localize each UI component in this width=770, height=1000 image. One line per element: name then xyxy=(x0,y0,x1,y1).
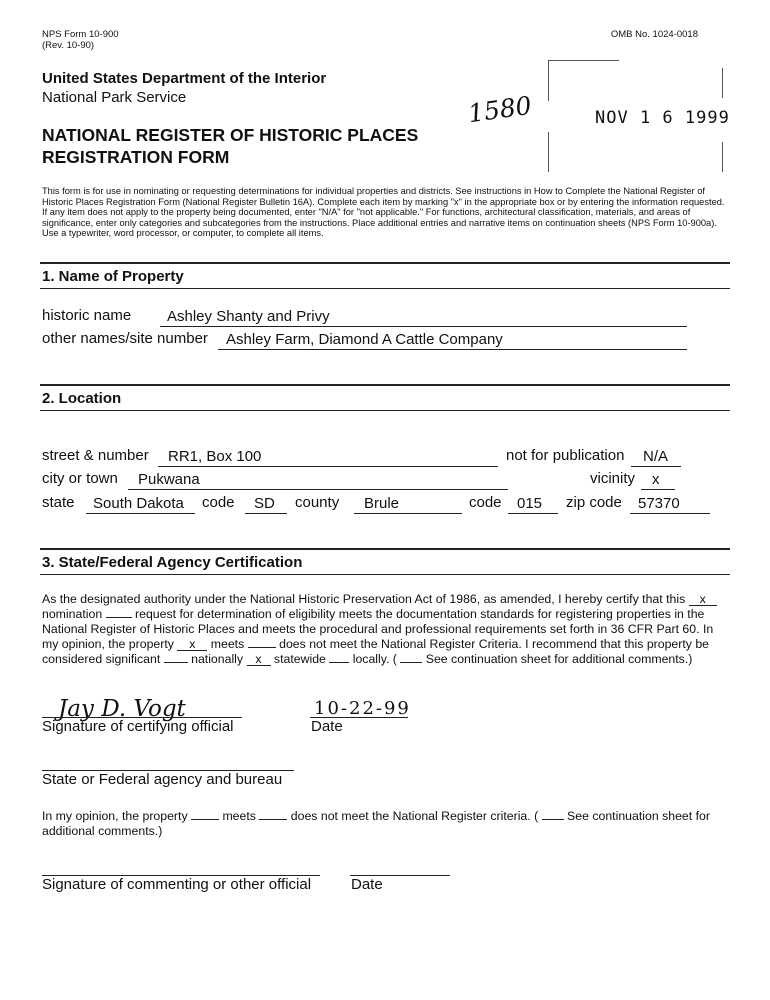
cert-does-not-meet: does not meet the National Register Criteria. I recommend that this property be considered significant xyxy=(42,636,710,666)
county-code-value: 015 xyxy=(517,495,543,512)
other-names-label: other names/site number xyxy=(42,330,208,347)
section-3-title: 3. State/Federal Agency Certification xyxy=(42,554,303,571)
date-label: Date xyxy=(311,718,343,735)
does-not-meet-mark[interactable] xyxy=(248,647,276,648)
not-for-publication-value: N/A xyxy=(643,448,669,465)
opinion-intro: In my opinion, the property xyxy=(42,809,188,823)
cert-meets: meets xyxy=(210,636,245,651)
opinion-continuation-mark[interactable] xyxy=(542,808,564,820)
cert-intro: As the designated authority under the National Historic Preservation Act of 1986, as amended, I hereby certify that this xyxy=(42,592,686,606)
opinion-meets: meets xyxy=(222,809,256,823)
section-3-header xyxy=(40,548,730,575)
nationally-mark[interactable] xyxy=(164,662,188,663)
historic-name-field[interactable] xyxy=(160,307,687,327)
form-title xyxy=(42,124,418,168)
form-number-block xyxy=(42,29,119,51)
commenting-signature-label: Signature of commenting or other official xyxy=(42,876,312,893)
agency-bureau-label: State or Federal agency and bureau xyxy=(42,771,283,788)
nomination-mark[interactable]: x xyxy=(689,593,717,606)
cert-nomination: nomination xyxy=(42,606,103,621)
omb-number: OMB No. 1024-0018 xyxy=(610,29,698,40)
county-label: county xyxy=(295,494,340,511)
stamp-date: NOV 1 6 1999 xyxy=(595,108,730,128)
vicinity-label: vicinity xyxy=(590,470,636,487)
zip-label: zip code xyxy=(566,494,622,511)
zip-field[interactable] xyxy=(630,494,710,514)
form-title-line1: NATIONAL REGISTER OF HISTORIC PLACES xyxy=(42,125,419,145)
continuation-mark[interactable] xyxy=(400,662,422,663)
locally-mark[interactable] xyxy=(329,662,349,663)
vicinity-value: x xyxy=(652,471,660,488)
county-code-label: code xyxy=(469,494,502,511)
historic-name-value: Ashley Shanty and Privy xyxy=(167,308,330,325)
section-2-title: 2. Location xyxy=(42,390,122,407)
department-name: United States Department of the Interior xyxy=(42,70,327,87)
cert-nationally: nationally xyxy=(191,651,244,666)
signature-label: Signature of certifying official xyxy=(42,718,234,735)
opinion-text xyxy=(42,808,742,839)
street-label: street & number xyxy=(42,447,149,464)
form-number: NPS Form 10-900 xyxy=(42,29,119,40)
not-for-publication-field[interactable] xyxy=(631,447,681,467)
zip-value: 57370 xyxy=(638,495,680,512)
opinion-does-not-meet: does not meet the National Register criteria. ( xyxy=(290,809,539,823)
certifying-date: 10-22-99 xyxy=(314,698,411,719)
form-revision: (Rev. 10-90) xyxy=(42,40,95,51)
certifying-signature: Jay D. Vogt xyxy=(58,696,186,722)
street-value: RR1, Box 100 xyxy=(168,448,262,465)
other-names-field[interactable] xyxy=(218,330,687,350)
cert-continuation: See continuation sheet for additional comments.) xyxy=(425,651,693,666)
city-value: Pukwana xyxy=(138,471,200,488)
cert-locally: locally. ( xyxy=(352,651,397,666)
historic-name-label: historic name xyxy=(42,307,132,324)
commenting-date-label: Date xyxy=(351,876,383,893)
state-code-label: code xyxy=(202,494,235,511)
form-title-line2: REGISTRATION FORM xyxy=(42,147,230,167)
state-field[interactable] xyxy=(86,494,195,514)
state-label: state xyxy=(42,494,75,511)
handwritten-reference-number: 1580 xyxy=(466,90,534,129)
vicinity-field[interactable] xyxy=(641,470,675,490)
section-2-header xyxy=(40,384,730,411)
street-field[interactable] xyxy=(158,447,498,467)
meets-mark[interactable]: x xyxy=(177,638,207,651)
county-value: Brule xyxy=(364,495,400,512)
section-1-title: 1. Name of Property xyxy=(42,268,184,285)
form-instructions: This form is for use in nominating or requesting determinations for individual properties and districts. See instructions in How to Complete the National Register of Historic Places Registration Form (National Register Bulletin 16A). Complete each item by marking "x" in the appropriate box or by entering the information requested. If any item does not apply to the property being documented, enter "N/A" for "not applicable." For functions, architectural classification, materials, and areas of significance, enter only categories and subcategories from the instructions. Place additional entries and narrative items on continuation sheets (NPS Form 10-900a). Use a typewriter, word processor, or computer, to complete all items. xyxy=(42,186,725,239)
not-for-publication-label: not for publication xyxy=(506,447,625,464)
state-code-value: SD xyxy=(254,495,275,512)
opinion-continuation: See continuation sheet for additional comments.) xyxy=(42,809,710,838)
statewide-mark[interactable]: x xyxy=(247,653,271,666)
county-code-field[interactable] xyxy=(508,494,558,514)
cert-statewide: statewide xyxy=(273,651,326,666)
agency-name: National Park Service xyxy=(42,89,187,106)
opinion-meets-mark[interactable] xyxy=(191,808,219,820)
city-field[interactable] xyxy=(128,470,508,490)
county-field[interactable] xyxy=(354,494,462,514)
section-1-header xyxy=(40,262,730,289)
state-value: South Dakota xyxy=(93,495,184,512)
request-mark[interactable] xyxy=(106,617,132,618)
state-code-field[interactable] xyxy=(245,494,287,514)
other-names-value: Ashley Farm, Diamond A Cattle Company xyxy=(226,331,503,348)
certification-text xyxy=(42,592,732,667)
opinion-does-not-meet-mark[interactable] xyxy=(259,808,287,820)
cert-request: request for determination of eligibility meets the documentation standards for registering properties in the National Register of Historic Places and meets the procedural and professional requirements set forth in 36 CFR Part 60. In my opinion, the property xyxy=(42,606,714,651)
city-label: city or town xyxy=(42,470,118,487)
